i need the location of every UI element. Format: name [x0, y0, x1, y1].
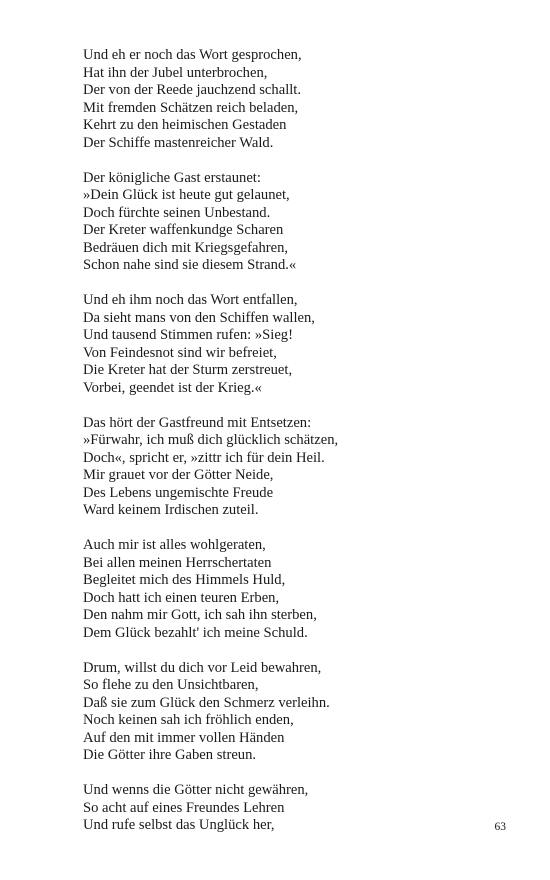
verse-line: Kehrt zu den heimischen Gestaden	[83, 117, 287, 133]
verse-line: Ward keinem Irdischen zuteil.	[83, 502, 259, 518]
verse-line: Noch keinen sah ich fröhlich enden,	[83, 712, 294, 728]
verse-line: Auf den mit immer vollen Händen	[83, 729, 285, 746]
poem-text	[83, 47, 503, 852]
verse-line: »Dein Glück ist heute gut gelaunet,	[83, 187, 290, 203]
verse-line: Von Feindesnot sind wir befreiet,	[83, 344, 277, 361]
verse-line: Die Götter ihre Gaben streun.	[83, 747, 257, 763]
verse-line: Da sieht mans von den Schiffen wallen,	[83, 309, 315, 326]
verse-line: Der Kreter waffenkundge Scharen	[83, 222, 284, 238]
verse-line: Doch fürchte seinen Unbestand.	[83, 204, 271, 221]
verse-line: »Fürwahr, ich muß dich glücklich schätzen,	[83, 432, 339, 448]
stanza	[83, 660, 503, 765]
page-number: 63	[494, 821, 506, 833]
stanza	[83, 47, 503, 152]
verse-line: Den nahm mir Gott, ich sah ihn sterben,	[83, 607, 317, 623]
verse-line: Der Schiffe mastenreicher Wald.	[83, 134, 274, 151]
verse-line: Hat ihn der Jubel unterbrochen,	[83, 64, 268, 81]
verse-line: Das hört der Gastfreund mit Entsetzen:	[83, 414, 312, 431]
verse-line: Doch«, spricht er, »zittr ich für dein Heil.	[83, 449, 325, 466]
verse-line: Des Lebens ungemischte Freude	[83, 484, 274, 501]
verse-line: Schon nahe sind sie diesem Strand.«	[83, 257, 297, 273]
verse-line: Mir grauet vor der Götter Neide,	[83, 467, 274, 483]
verse-line: Vorbei, geendet ist der Krieg.«	[83, 379, 262, 396]
verse-line: So acht auf eines Freundes Lehren	[83, 799, 285, 816]
verse-line: Mit fremden Schätzen reich beladen,	[83, 99, 299, 116]
verse-line: Und wenns die Götter nicht gewähren,	[83, 782, 309, 798]
verse-line: Dem Glück bezahlt' ich meine Schuld.	[83, 624, 308, 641]
verse-line: Auch mir ist alles wohlgeraten,	[83, 537, 266, 553]
verse-line: Begleitet mich des Himmels Huld,	[83, 572, 286, 588]
verse-line: Daß sie zum Glück den Schmerz verleihn.	[83, 694, 330, 711]
stanza	[83, 170, 503, 275]
verse-line: Und eh ihm noch das Wort entfallen,	[83, 292, 298, 308]
verse-line: Bei allen meinen Herrschertaten	[83, 554, 272, 571]
stanza	[83, 292, 503, 397]
verse-line: Der königliche Gast erstaunet:	[83, 169, 261, 186]
verse-line: Und eh er noch das Wort gesprochen,	[83, 47, 302, 63]
verse-line: So flehe zu den Unsichtbaren,	[83, 677, 259, 693]
verse-line: Und tausend Stimmen rufen: »Sieg!	[83, 327, 293, 343]
verse-line: Die Kreter hat der Sturm zerstreuet,	[83, 362, 293, 378]
verse-line: Der von der Reede jauchzend schallt.	[83, 82, 302, 98]
verse-line: Und rufe selbst das Unglück her,	[83, 817, 275, 833]
stanza	[83, 782, 503, 835]
stanza	[83, 537, 503, 642]
stanza	[83, 415, 503, 520]
verse-line: Drum, willst du dich vor Leid bewahren,	[83, 659, 322, 676]
verse-line: Bedräuen dich mit Kriegsgefahren,	[83, 239, 289, 256]
verse-line: Doch hatt ich einen teuren Erben,	[83, 589, 280, 606]
